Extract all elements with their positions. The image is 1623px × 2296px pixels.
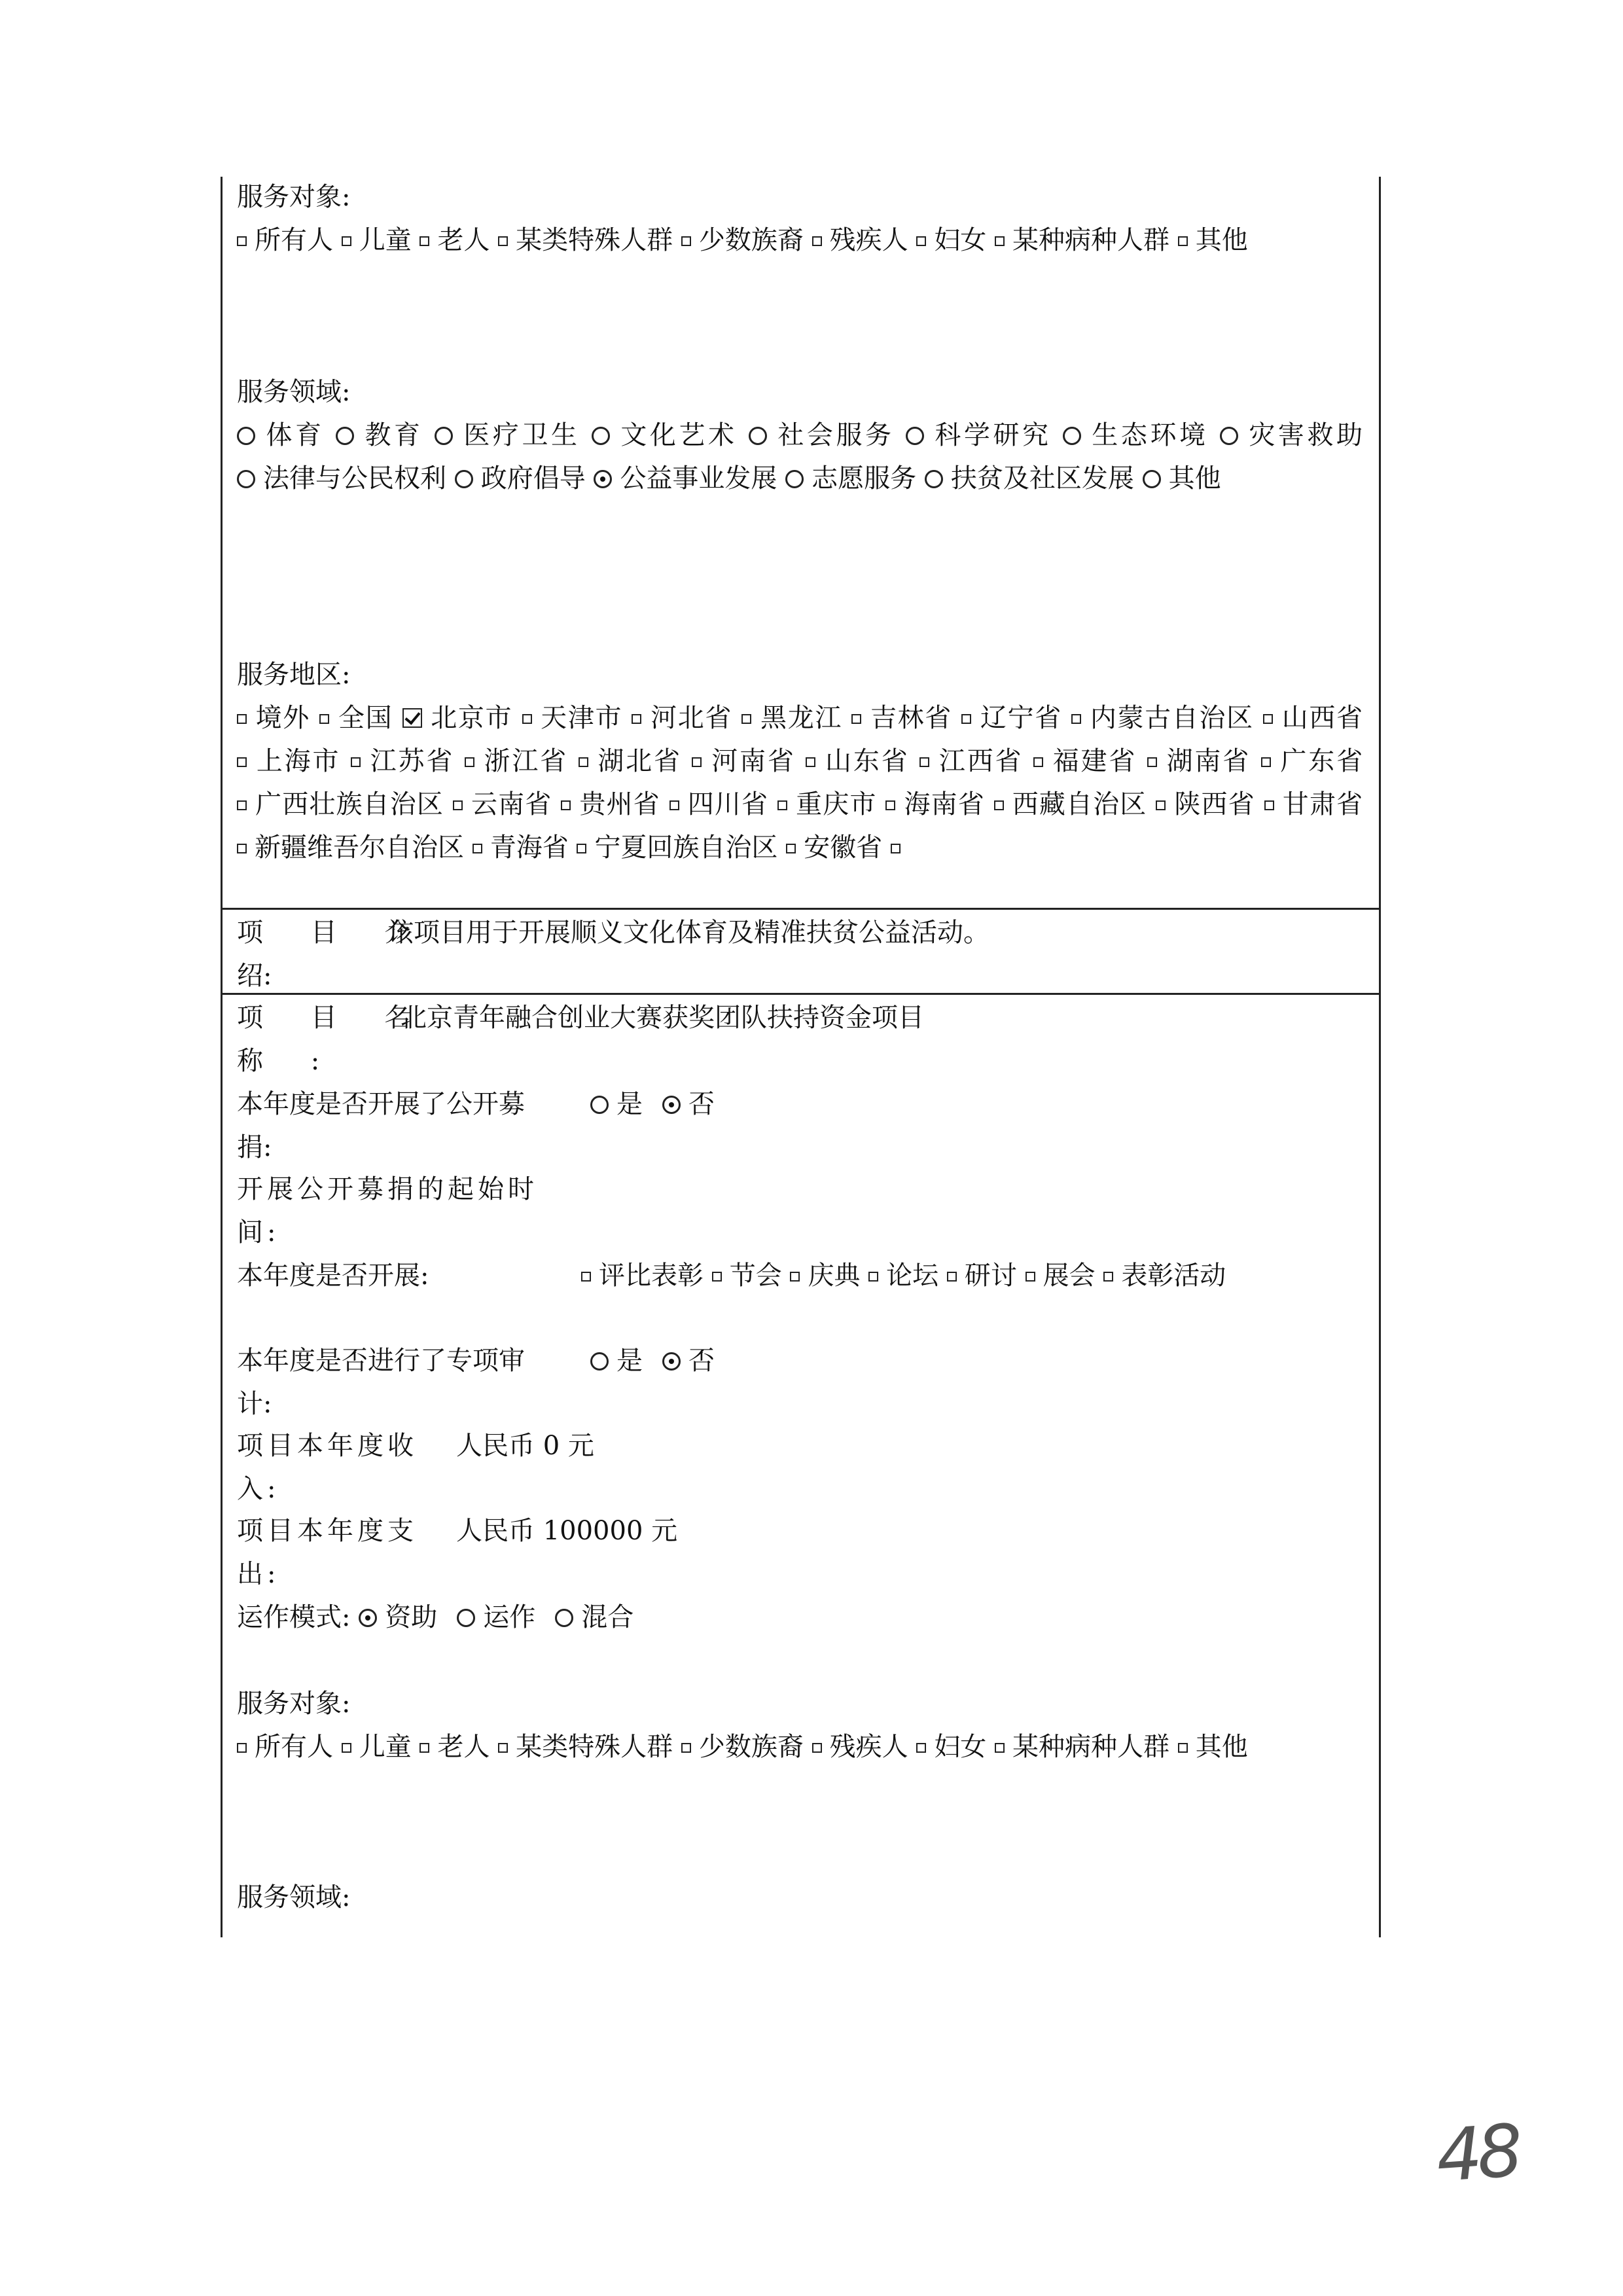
checkbox-icon[interactable] [947,1272,957,1282]
option-item[interactable] [1033,746,1137,776]
option-label: 其他 [1195,225,1248,255]
option-item[interactable] [1264,789,1363,819]
option-label: 云南省 [470,789,552,819]
option-item[interactable] [851,703,952,733]
option-label: 吉林省 [869,703,952,733]
checkbox-icon[interactable] [1026,1272,1035,1282]
checkbox-icon[interactable] [995,1743,1005,1753]
radio-icon[interactable] [906,427,924,445]
option-label: 其他 [1195,1732,1248,1762]
option-item[interactable] [712,1261,782,1291]
option-label: 某类特殊人群 [516,1732,673,1762]
option-item[interactable] [237,703,310,733]
checkbox-icon[interactable] [342,1743,351,1753]
option-item[interactable] [359,1602,437,1632]
checkbox-icon[interactable] [577,844,586,853]
project-name-label: 项 目 名 称 : [237,1003,431,1076]
option-label: 节会 [729,1261,782,1291]
service-regions-heading: 服务地区: [237,660,351,690]
option-item[interactable] [1156,789,1255,819]
checkbox-icon[interactable] [812,236,822,246]
option-label: 否 [688,1089,715,1119]
fundraising-start-label: 开展公开募捐的起始时 间: [237,1174,538,1247]
option-label: 境外 [255,703,310,733]
checkbox-icon[interactable] [581,1272,591,1282]
checkbox-icon[interactable] [777,800,787,810]
checkbox-icon[interactable] [498,1743,508,1753]
special-audit-label: 本年度是否进行了专项审 计: [237,1346,525,1419]
option-label: 体育 [263,420,325,450]
option-item[interactable] [581,1261,704,1291]
option-label: 庆典 [808,1261,861,1291]
option-item[interactable] [891,833,908,863]
option-label: 老人 [437,225,490,255]
checkbox-icon[interactable] [712,1272,722,1282]
option-item[interactable] [632,703,732,733]
checkbox-icon[interactable] [786,844,796,853]
checkbox-icon[interactable] [692,757,702,767]
option-label: 论坛 [886,1261,939,1291]
option-item[interactable] [885,789,985,819]
intro-row-divider [221,908,1381,910]
radio-icon[interactable] [435,427,453,445]
checkbox-icon[interactable] [319,714,329,724]
option-item[interactable] [692,746,795,776]
checkbox-icon[interactable] [919,757,929,767]
option-label: 所有人 [255,225,333,255]
option-label: 某种病种人群 [1012,225,1170,255]
operation-mode-options [359,1602,633,1632]
checkbox-icon[interactable] [1147,757,1157,767]
option-item[interactable] [336,420,423,450]
option-item[interactable] [561,789,660,819]
checkbox-icon[interactable] [1178,236,1188,246]
project-service-targets-section [237,1682,1363,1768]
option-label: 妇女 [934,1732,987,1762]
service-fields-options [237,414,1363,500]
option-item[interactable] [994,789,1147,819]
option-label: 江苏省 [368,746,455,776]
special-audit-options [590,1339,715,1382]
expense-label: 项目本年度支 出: [237,1516,418,1589]
checkbox-icon[interactable] [995,236,1005,246]
checkbox-icon[interactable] [237,800,247,810]
intro-value: 该项目用于开展顺义文化体育及精准扶贫公益活动。 [387,918,990,948]
option-label: 某类特殊人群 [516,225,673,255]
option-label: 山东省 [823,746,910,776]
checkbox-icon[interactable] [237,236,247,246]
service-regions-options [237,696,1363,869]
radio-icon[interactable] [590,1352,609,1371]
income-label: 项目本年度收 入: [237,1431,418,1504]
table-right-border [1379,177,1381,1937]
option-label: 残疾人 [829,225,908,255]
checkbox-icon[interactable] [1071,714,1081,724]
option-label: 西藏自治区 [1011,789,1147,819]
option-item[interactable] [741,703,842,733]
option-label: 湖北省 [596,746,682,776]
checkbox-icon[interactable] [473,844,482,853]
option-item[interactable] [592,420,738,450]
public-fundraising-label: 本年度是否开展了公开募 捐: [237,1089,525,1162]
service-regions-section [237,653,1363,869]
option-label: 陕西省 [1173,789,1255,819]
radio-selected-icon[interactable] [359,1609,377,1627]
radio-icon[interactable] [555,1609,573,1627]
option-item[interactable] [522,703,623,733]
option-item[interactable] [435,420,580,450]
option-item[interactable] [402,703,513,733]
checkbox-icon[interactable] [1103,1272,1113,1282]
option-label: 河南省 [709,746,796,776]
activities-options [581,1254,1363,1297]
option-label: 扶贫及社区发展 [950,463,1134,493]
checkbox-icon[interactable] [419,1743,429,1753]
option-label: 四川省 [687,789,769,819]
service-targets-options [237,219,1363,262]
checkbox-icon[interactable] [465,757,474,767]
option-label: 儿童 [359,1732,412,1762]
option-item[interactable] [868,1261,938,1291]
option-label: 政府倡导 [480,463,586,493]
checkbox-icon[interactable] [237,844,247,853]
option-item[interactable] [812,225,908,255]
option-item[interactable] [237,463,446,493]
expense-value: 人民币 100000 元 [456,1516,678,1546]
option-item[interactable] [577,833,777,863]
checkbox-icon[interactable] [237,1743,247,1753]
radio-selected-icon[interactable] [594,470,612,488]
option-item[interactable] [1103,1261,1226,1291]
option-label: 志愿服务 [812,463,917,493]
option-item[interactable] [1261,746,1363,776]
checkbox-icon[interactable] [498,236,508,246]
service-fields-section [237,370,1363,500]
checkbox-icon[interactable] [1263,714,1273,724]
option-item[interactable] [1063,420,1209,450]
checkbox-icon[interactable] [351,757,361,767]
public-fundraising-options [590,1083,715,1126]
option-item[interactable] [1026,1261,1096,1291]
option-label: 研讨 [964,1261,1017,1291]
option-item[interactable] [777,789,877,819]
radio-selected-icon[interactable] [662,1352,681,1371]
checkbox-icon[interactable] [419,236,429,246]
option-item[interactable] [237,746,340,776]
option-label: 某种病种人群 [1012,1732,1170,1762]
option-item[interactable] [1147,746,1251,776]
option-item[interactable] [806,746,909,776]
option-label: 山西省 [1281,703,1363,733]
radio-icon[interactable] [925,470,943,488]
option-item[interactable] [419,1732,490,1762]
option-label: 新疆维吾尔自治区 [255,833,464,863]
option-label: 海南省 [903,789,985,819]
option-item[interactable] [1178,225,1248,255]
option-item[interactable] [237,225,333,255]
option-item[interactable] [961,703,1062,733]
option-item[interactable] [919,746,1023,776]
option-label: 青海省 [490,833,569,863]
option-item[interactable] [455,463,586,493]
checkbox-icon[interactable] [1178,1743,1188,1753]
option-label: 是 [616,1089,643,1119]
option-label: 灾害救助 [1245,420,1363,450]
checkbox-icon[interactable] [806,757,815,767]
checkbox-icon[interactable] [891,844,901,853]
option-label: 湖南省 [1164,746,1251,776]
option-item[interactable] [812,1732,908,1762]
option-label: 宁夏回族自治区 [594,833,778,863]
checkbox-icon[interactable] [790,1272,800,1282]
option-label: 表彰活动 [1121,1261,1226,1291]
option-item[interactable] [669,789,769,819]
income-value: 人民币 0 元 [456,1431,594,1461]
option-item[interactable] [786,833,882,863]
option-label: 贵州省 [579,789,660,819]
radio-icon[interactable] [336,427,354,445]
radio-icon[interactable] [1220,427,1238,445]
option-item[interactable] [498,225,673,255]
option-label: 福建省 [1050,746,1137,776]
option-label: 甘肃省 [1281,789,1363,819]
checkbox-icon[interactable] [885,800,895,810]
checkbox-icon[interactable] [741,714,751,724]
option-label: 公益事业发展 [620,463,777,493]
checkbox-icon[interactable] [522,714,532,724]
option-item[interactable] [237,833,464,863]
checkbox-icon[interactable] [632,714,641,724]
option-label: 江西省 [937,746,1024,776]
operation-mode-row [237,1596,633,1639]
checkbox-icon[interactable] [342,236,351,246]
option-item[interactable] [662,1346,715,1376]
option-item[interactable] [1143,463,1221,493]
option-item[interactable] [594,463,777,493]
option-item[interactable] [342,225,412,255]
option-label: 全国 [337,703,393,733]
option-label: 科学研究 [931,420,1052,450]
checkbox-icon[interactable] [868,1272,878,1282]
checkbox-icon[interactable] [916,1743,926,1753]
option-label: 黑龙江 [759,703,842,733]
checkbox-icon[interactable] [961,714,971,724]
option-label: 否 [688,1346,715,1376]
option-item[interactable] [681,1732,804,1762]
option-item[interactable] [555,1602,633,1632]
checkbox-icon[interactable] [681,236,691,246]
option-item[interactable] [916,1732,986,1762]
option-item[interactable] [590,1346,643,1376]
option-label: 广东省 [1278,746,1363,776]
intro-label: 项 目 介 绍: [237,918,431,991]
option-label: 生态环境 [1088,420,1209,450]
option-label: 运作 [483,1602,536,1632]
option-label: 社会服务 [774,420,895,450]
checkbox-icon[interactable] [1033,757,1043,767]
option-item[interactable] [237,420,325,450]
option-label: 少数族裔 [698,225,804,255]
radio-icon[interactable] [455,470,473,488]
activities-label: 本年度是否开展: [237,1261,429,1291]
option-item[interactable] [995,225,1169,255]
option-label: 混合 [581,1602,634,1632]
option-item[interactable] [790,1261,860,1291]
option-label: 资助 [385,1602,438,1632]
option-label: 儿童 [359,225,412,255]
checkbox-icon[interactable] [916,236,926,246]
option-label: 北京市 [429,703,513,733]
option-label: 是 [616,1346,643,1376]
option-label: 文化艺术 [617,420,738,450]
option-item[interactable] [681,225,804,255]
option-label: 浙江省 [482,746,568,776]
option-item[interactable] [237,1732,333,1762]
checkbox-icon[interactable] [851,714,861,724]
option-item[interactable] [351,746,454,776]
option-item[interactable] [579,746,682,776]
radio-icon[interactable] [1143,470,1161,488]
option-item[interactable] [947,1261,1017,1291]
radio-icon[interactable] [785,470,804,488]
option-item[interactable] [1178,1732,1248,1762]
option-item[interactable] [498,1732,673,1762]
option-item[interactable] [785,463,916,493]
radio-icon[interactable] [592,427,610,445]
radio-selected-icon[interactable] [662,1096,681,1114]
project-service-targets-options [237,1725,1363,1768]
checkbox-icon[interactable] [1264,800,1274,810]
checkbox-icon[interactable] [1156,800,1166,810]
service-fields-heading: 服务领域: [237,377,351,407]
option-label: 评比表彰 [599,1261,704,1291]
option-item[interactable] [925,463,1134,493]
option-label: 所有人 [255,1732,333,1762]
option-label: 教育 [361,420,423,450]
option-item[interactable] [457,1602,535,1632]
checkbox-icon[interactable] [669,800,679,810]
option-item[interactable] [319,703,393,733]
option-item[interactable] [465,746,568,776]
option-item[interactable] [1071,703,1254,733]
operation-mode-label: 运作模式: [237,1602,351,1632]
option-label: 河北省 [649,703,733,733]
option-item[interactable] [473,833,569,863]
option-item[interactable] [419,225,490,255]
option-item[interactable] [590,1089,643,1119]
radio-icon[interactable] [457,1609,475,1627]
option-label: 其他 [1168,463,1221,493]
checkbox-icon[interactable] [994,800,1004,810]
radio-icon[interactable] [590,1096,609,1114]
checkbox-icon[interactable] [579,757,588,767]
option-label: 法律与公民权利 [263,463,446,493]
checkbox-icon[interactable] [812,1743,822,1753]
option-item[interactable] [342,1732,412,1762]
option-label: 天津市 [539,703,623,733]
option-label: 辽宁省 [979,703,1062,733]
checkbox-icon[interactable] [1261,757,1271,767]
option-label: 展会 [1043,1261,1096,1291]
option-item[interactable] [749,420,895,450]
radio-icon[interactable] [237,470,255,488]
service-targets-section [237,175,1363,262]
checkbox-icon[interactable] [681,1743,691,1753]
option-item[interactable] [1220,420,1363,450]
radio-icon[interactable] [749,427,767,445]
option-label: 广西壮族自治区 [255,789,444,819]
option-label: 老人 [437,1732,490,1762]
project-service-fields-heading: 服务领域: [237,1882,351,1912]
table-left-border [221,177,223,1937]
option-label: 安徽省 [804,833,883,863]
option-item[interactable] [1263,703,1363,733]
service-targets-heading: 服务对象: [237,182,351,212]
project-service-targets-heading: 服务对象: [237,1689,351,1719]
option-label: 上海市 [255,746,341,776]
option-item[interactable] [995,1732,1169,1762]
option-label: 内蒙古自治区 [1089,703,1254,733]
option-label: 少数族裔 [698,1732,804,1762]
option-label: 重庆市 [794,789,877,819]
option-label: 残疾人 [829,1732,908,1762]
option-item[interactable] [916,225,986,255]
checkbox-icon[interactable] [237,714,247,724]
option-item[interactable] [453,789,552,819]
project-name-value: 北京青年融合创业大赛获奖团队扶持资金项目 [401,1003,924,1033]
checkbox-icon[interactable] [237,757,247,767]
option-label: 妇女 [934,225,987,255]
option-item[interactable] [906,420,1052,450]
radio-icon[interactable] [1063,427,1081,445]
checkbox-icon[interactable] [561,800,571,810]
checkbox-icon[interactable] [453,800,463,810]
option-item[interactable] [662,1089,715,1119]
option-label: 医疗卫生 [460,420,580,450]
option-item[interactable] [237,789,444,819]
radio-icon[interactable] [237,427,255,445]
checkbox-checked-icon[interactable] [402,708,422,728]
page-number: 48 [1433,2108,1521,2198]
